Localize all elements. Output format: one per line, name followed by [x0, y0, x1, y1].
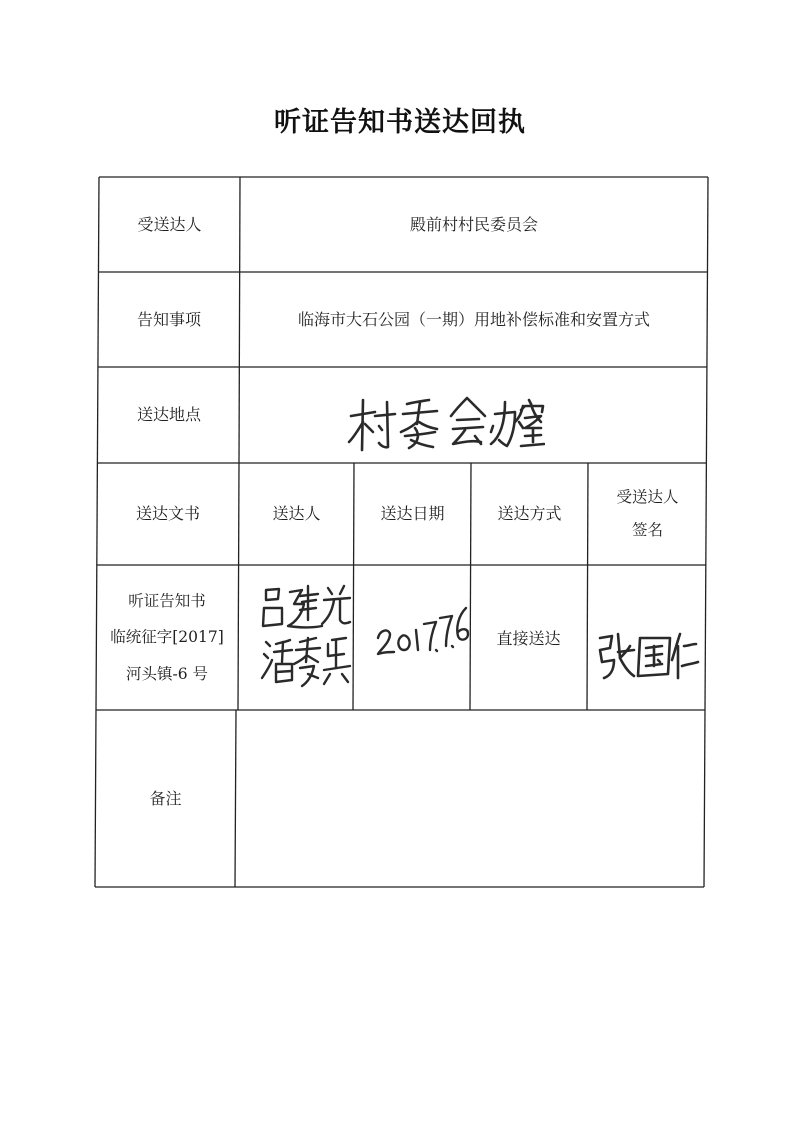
header-signature — [588, 463, 707, 565]
remarks-value — [236, 710, 704, 887]
remarks-label: 备注 — [149, 788, 182, 808]
sender-handwriting — [256, 578, 352, 696]
handwritten-location-signature — [345, 392, 545, 454]
header-document: 送达文书 — [135, 504, 200, 524]
location-handwriting — [345, 392, 545, 454]
recipient-label: 受送达人 — [137, 214, 202, 234]
header-date: 送达日期 — [380, 504, 445, 524]
document-value-line3: 河头镇-6 号 — [125, 664, 209, 683]
page-title: 听证告知书送达回执 — [274, 107, 526, 138]
handwritten-date — [374, 600, 470, 662]
header-signature-line2: 签名 — [631, 521, 663, 539]
document-value — [96, 565, 238, 710]
header-method: 送达方式 — [497, 504, 562, 524]
matter-value: 临海市大石公园（一期）用地补偿标准和安置方式 — [297, 309, 650, 329]
method-value: 直接送达 — [496, 629, 561, 648]
matter-label: 告知事项 — [136, 309, 201, 329]
handwritten-sender-signature — [256, 578, 352, 696]
header-signature-line1: 受送达人 — [616, 488, 679, 507]
recipient-signature — [594, 624, 700, 688]
date-handwriting — [374, 600, 470, 662]
location-label: 送达地点 — [136, 405, 201, 425]
header-sender: 送达人 — [272, 504, 321, 524]
recipient-value: 殿前村村民委员会 — [409, 214, 538, 234]
document-value-line1: 听证告知书 — [128, 591, 206, 610]
handwritten-recipient-signature — [594, 624, 700, 688]
document-value-line2: 临统征字[2017] — [110, 628, 224, 647]
